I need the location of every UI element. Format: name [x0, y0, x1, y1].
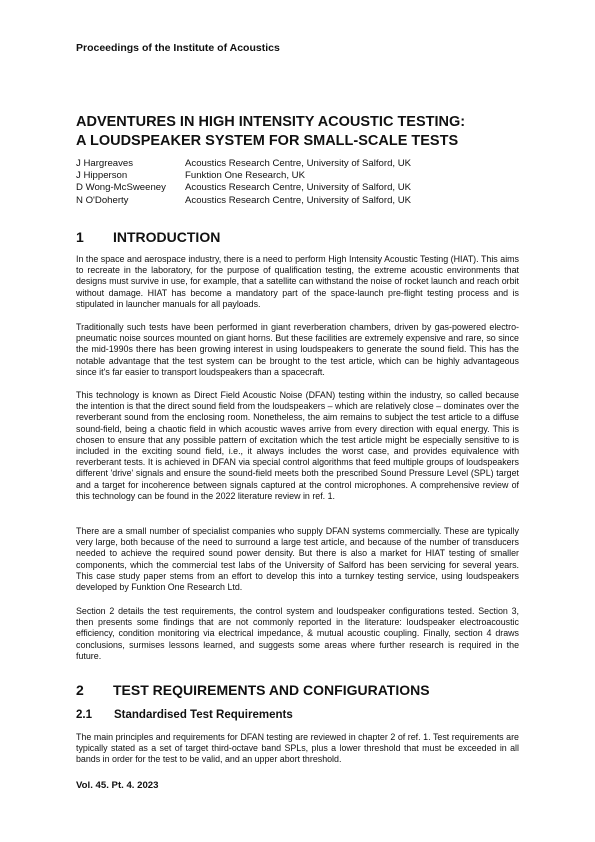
title-line-2: A LOUDSPEAKER SYSTEM FOR SMALL-SCALE TESTS — [76, 133, 459, 149]
section-number: 1 — [76, 229, 84, 245]
author-affiliation: Funktion One Research, UK — [185, 170, 305, 182]
body-paragraph: This technology is known as Direct Field Acoustic Noise (DFAN) testing within the industry, so called because the intention is that the direct sound field from the loudspeakers – which are relatively close – dominates over the reverberant sound from the enclosing room. Nonetheless, the aim remains to subject the test article to a diffuse sound-field, being a chaotic field in which acoustic waves arrive from every direction with equal energy. This is chosen to ensure that any possible pattern of excitation which the test article might be especially sensitive to is included in the exciting sound field, i.e., it always includes the worst case, and provides equivalence with reverberant tests. It is achieved in DFAN via special control algorithms that feed multiple groups of loudspeakers different 'drive' signals and ensure the sound-field meets both the prescribed Sound Pressure Level (SPL) target and a target for incoherence between signals captured at the control microphones. A comprehensive review of this technology can be found in the 2022 literature review in ref. 1. — [76, 390, 520, 501]
subsection-heading — [76, 709, 293, 721]
body-paragraph: The main principles and requirements for DFAN testing are reviewed in chapter 2 of ref. 1. Test requirements are typically stated as a set of target third-octave band SPLs, plus a lower threshold that must be exceeded in all bands in order for the test to be valid, and an upper abort threshold. — [76, 732, 519, 765]
title-line-1: ADVENTURES IN HIGH INTENSITY ACOUSTIC TESTING: — [76, 114, 466, 130]
author-affiliation: Acoustics Research Centre, University of Salford, UK — [185, 158, 412, 169]
proceedings-header: Proceedings of the Institute of Acoustics — [76, 42, 280, 54]
author-row — [76, 195, 411, 207]
section-title: INTRODUCTION — [113, 229, 221, 245]
section-number: 2 — [76, 682, 84, 698]
body-paragraph: Section 2 details the test requirements, the control system and loudspeaker configurations tested. Section 3, then presents some findings that are not commonly reported in the literature: loudspeaker electroacoustic efficiency, condition monitoring via electrical impedance, & mutual acoustic coupling. Finally, section 4 draws conclusions, surmises lessons learned, and suggests some areas where further research is required in the future. — [76, 606, 519, 661]
section-title: TEST REQUIREMENTS AND CONFIGURATIONS — [113, 682, 430, 698]
author-affiliation: Acoustics Research Centre, University of Salford, UK — [185, 194, 412, 206]
author-row — [76, 158, 411, 170]
author-affiliation: Acoustics Research Centre, University of Salford, UK — [185, 182, 412, 194]
volume-footer: Vol. 45. Pt. 4. 2023 — [76, 780, 159, 791]
paper-title — [76, 113, 536, 151]
author-name: N O'Doherty — [76, 194, 129, 206]
subsection-number: 2.1 — [76, 709, 92, 721]
author-list — [76, 158, 411, 207]
body-paragraph: Traditionally such tests have been performed in giant reverberation chambers, driven by gas-powered electro-pneumatic noise sources mounted on giant horns. But these facilities are extremely expensive and rare, so since the mid-1990s there has been growing interest in using loudspeakers to generate the sound field. This has the notable advantage that the test system can be brought to the test article, which can be highly advantageous since it's far easier to transport loudspeakers than a spacecraft. — [76, 322, 519, 377]
subsection-title: Standardised Test Requirements — [114, 709, 293, 721]
section-heading-introduction — [76, 229, 220, 245]
author-name: D Wong-McSweeney — [76, 182, 166, 194]
author-name: J Hipperson — [76, 170, 128, 182]
author-row — [76, 170, 411, 182]
body-paragraph: There are a small number of specialist companies who supply DFAN systems commercially. These are typically very large, both because of the need to surround a large test article, and because of the number of transducers needed to achieve the required sound power density. But there is also a market for HIAT testing of smaller components, which the commercial test labs of the University of Salford has been servicing for several years. This case study paper stems from an effort to develop this into a turnkey testing service, using loudspeakers developed by Funktion One Research Ltd. — [76, 526, 519, 593]
author-name: J Hargreaves — [76, 158, 134, 169]
author-row — [76, 182, 411, 194]
section-heading-test-requirements — [76, 682, 430, 698]
body-paragraph: In the space and aerospace industry, there is a need to perform High Intensity Acoustic Testing (HIAT). This aims to recreate in the laboratory, for the purpose of qualification testing, the extreme acoustic environments that designs must survive in use, for example, that a satellite can withstand the noise of rocket launch and reach orbit without damage. HIAT has become a mandatory part of the space-launch pre-flight testing process and is stipulated in launcher manuals for all payloads. — [76, 254, 519, 309]
